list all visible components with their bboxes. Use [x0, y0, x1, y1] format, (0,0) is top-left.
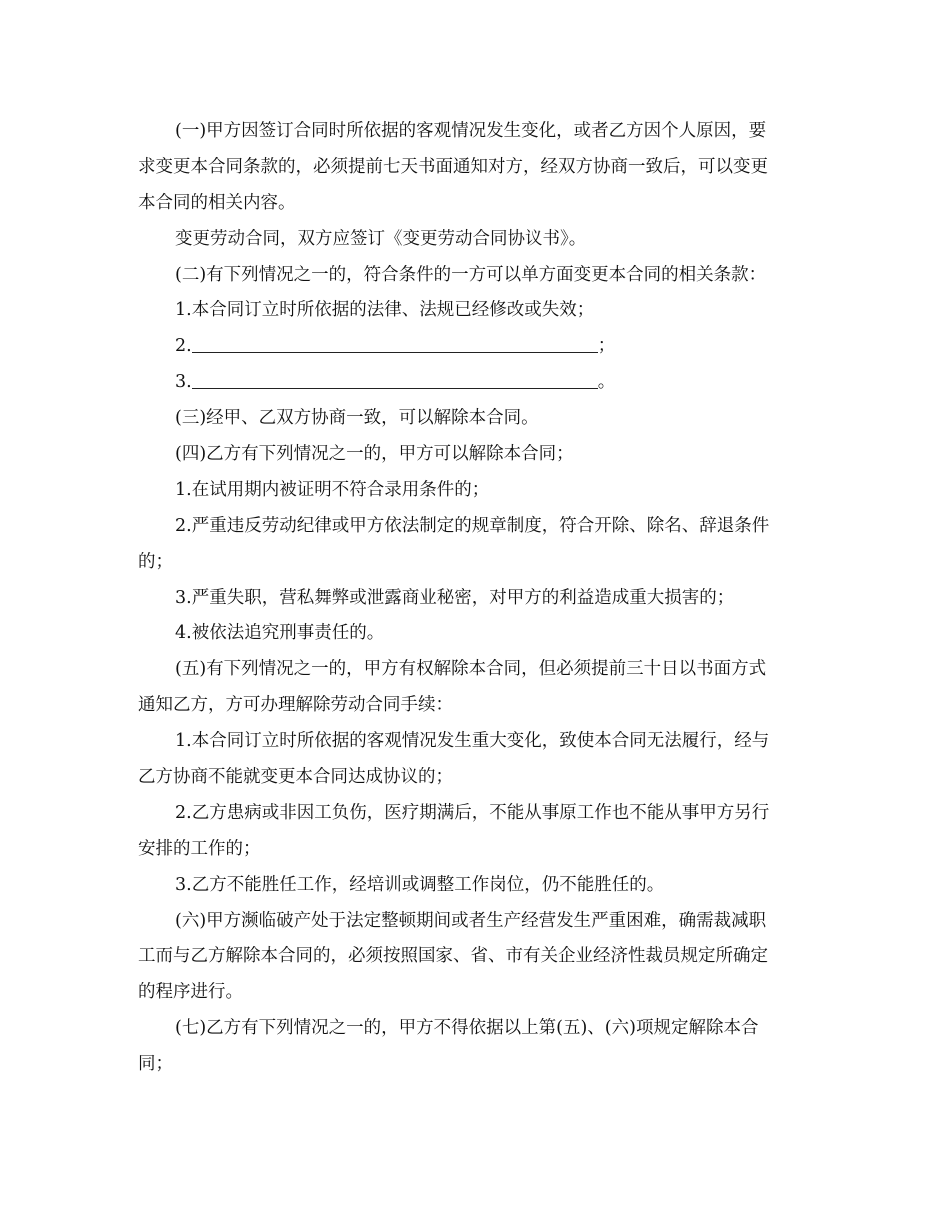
paragraph-line: 1.本合同订立时所依据的客观情况发生重大变化，致使本合同无法履行，经与 — [175, 731, 770, 752]
paragraph-line: 安排的工作的； — [138, 838, 261, 859]
blank-item-line — [138, 365, 814, 401]
paragraph-line: 的； — [138, 551, 173, 572]
item-number: 3. — [175, 372, 192, 393]
paragraph-line: 2.乙方患病或非因工负伤，医疗期满后，不能从事原工作也不能从事甲方另行 — [175, 802, 770, 823]
fill-in-blank — [192, 332, 598, 353]
paragraph-line: (七)乙方有下列情况之一的，甲方不得依据以上第(五)、(六)项规定解除本合 — [175, 1018, 759, 1039]
item-number: 2. — [175, 336, 192, 357]
paragraph-line: (二)有下列情况之一的，符合条件的一方可以单方面变更本合同的相关条款： — [175, 264, 767, 285]
paragraph-line: 本合同的相关内容。 — [138, 192, 296, 213]
paragraph-line: 4.被依法追究刑事责任的。 — [175, 623, 385, 644]
paragraph-line: 3.乙方不能胜任工作，经培训或调整工作岗位，仍不能胜任的。 — [175, 874, 665, 895]
fill-in-blank — [192, 368, 598, 389]
paragraph-line: (一)甲方因签订合同时所依据的客观情况发生变化，或者乙方因个人原因，要 — [175, 121, 767, 141]
paragraph-line: (三)经甲、乙双方协商一致，可以解除本合同。 — [175, 408, 539, 429]
paragraph-line: 通知乙方，方可办理解除劳动合同手续： — [138, 695, 453, 716]
paragraph-line: 1.在试用期内被证明不符合录用条件的； — [175, 479, 490, 500]
blank-item-line — [138, 329, 814, 365]
paragraph-line: (四)乙方有下列情况之一的，甲方可以解除本合同； — [175, 444, 574, 465]
paragraph-line: (五)有下列情况之一的，甲方有权解除本合同，但必须提前三十日以书面方式 — [175, 659, 767, 680]
paragraph-line: 3.严重失职，营私舞弊或泄露商业秘密，对甲方的利益造成重大损害的； — [175, 587, 735, 608]
paragraph-line: 工而与乙方解除本合同的，必须按照国家、省、市有关企业经济性裁员规定所确定 — [138, 946, 768, 967]
paragraph-line: 同； — [138, 1054, 173, 1075]
paragraph-line: 变更劳动合同，双方应签订《变更劳动合同协议书》。 — [175, 228, 587, 249]
paragraph-line: 2.严重违反劳动纪律或甲方依法制定的规章制度，符合开除、除名、辞退条件 — [175, 515, 770, 536]
paragraph-line: 乙方协商不能就变更本合同达成协议的； — [138, 767, 453, 788]
paragraph-line: 求变更本合同条款的，必须提前七天书面通知对方，经双方协商一致后，可以变更 — [138, 156, 768, 177]
item-punctuation: ； — [597, 336, 616, 357]
paragraph-line: (六)甲方濒临破产处于法定整顿期间或者生产经营发生严重困难，确需裁减职 — [175, 910, 767, 931]
paragraph-line: 的程序进行。 — [138, 982, 243, 1003]
document-body — [138, 114, 814, 1083]
item-punctuation: 。 — [597, 372, 616, 393]
paragraph-line: 1.本合同订立时所依据的法律、法规已经修改或失效； — [175, 300, 595, 321]
